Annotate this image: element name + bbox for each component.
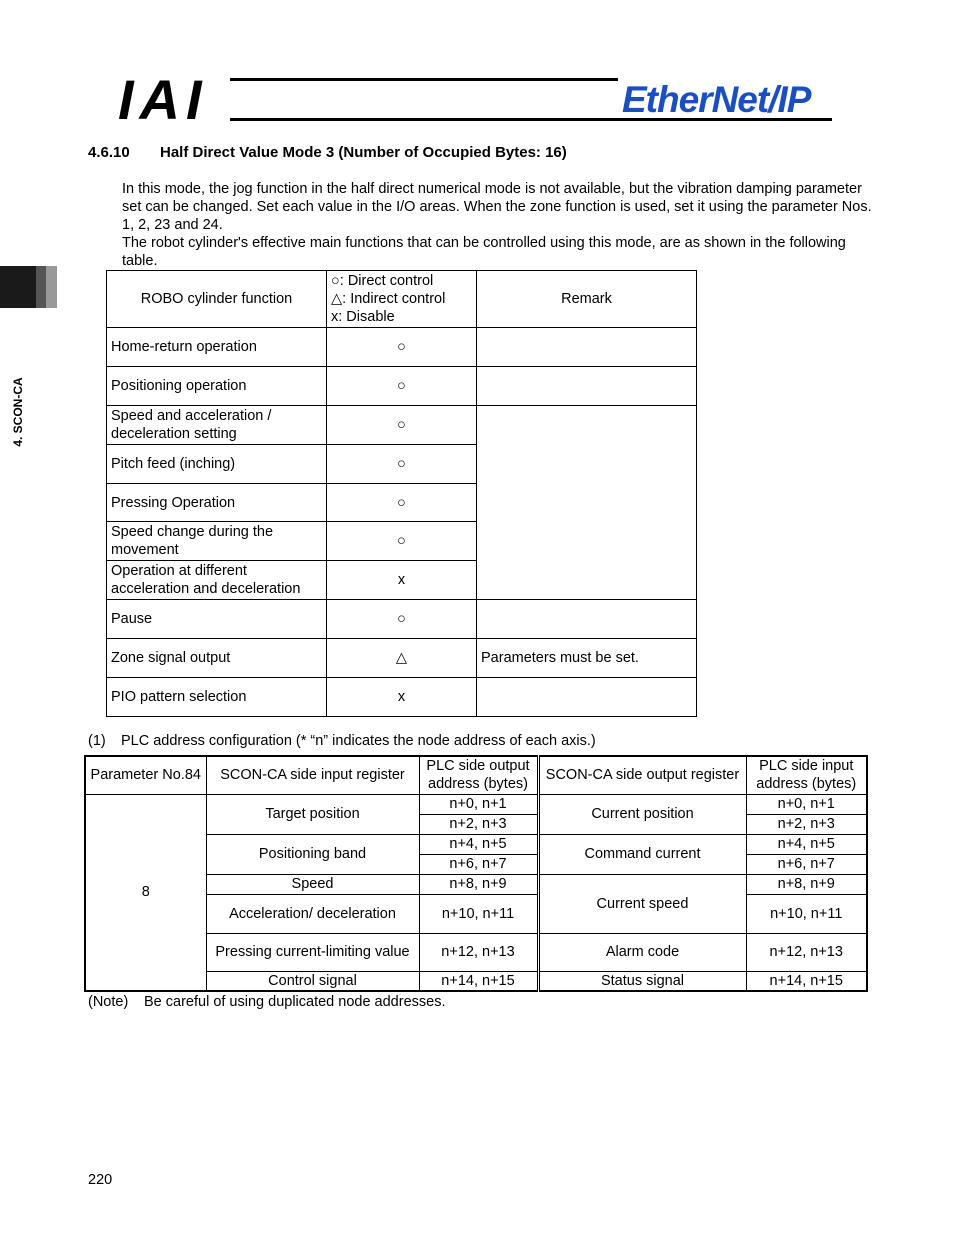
input-target-position: Target position bbox=[206, 794, 419, 834]
function-name: Zone signal output bbox=[107, 639, 327, 678]
plc-output-address: n+4, n+5 bbox=[419, 834, 538, 854]
function-mark: ○ bbox=[327, 484, 477, 522]
plc-input-address: n+10, n+11 bbox=[746, 894, 867, 933]
plc-input-address: n+6, n+7 bbox=[746, 854, 867, 874]
header-param: Parameter No.84 bbox=[85, 756, 206, 794]
plc-input-address: n+4, n+5 bbox=[746, 834, 867, 854]
table-row bbox=[107, 639, 697, 678]
note-text: Be careful of using duplicated node addresses. bbox=[144, 994, 446, 1010]
function-table bbox=[106, 270, 697, 717]
output-current-position: Current position bbox=[538, 794, 746, 834]
legend-indirect: △: Indirect control bbox=[331, 291, 446, 307]
function-mark: ○ bbox=[327, 406, 477, 445]
header-function: ROBO cylinder function bbox=[107, 271, 327, 328]
iai-logo: IAI bbox=[118, 68, 208, 131]
header-plc-input: PLC side input address (bytes) bbox=[746, 756, 867, 794]
function-remark bbox=[477, 367, 697, 406]
table-row bbox=[107, 678, 697, 717]
function-table-header bbox=[107, 271, 697, 328]
output-command-current: Command current bbox=[538, 834, 746, 874]
side-tab-dark bbox=[0, 266, 36, 308]
plc-section-number: (1) bbox=[88, 733, 106, 749]
table-row bbox=[85, 794, 867, 814]
table-row bbox=[107, 406, 697, 445]
legend-direct: ○: Direct control bbox=[331, 273, 434, 289]
function-remark-merged bbox=[477, 406, 697, 600]
plc-output-address: n+0, n+1 bbox=[419, 794, 538, 814]
param-value: 8 bbox=[85, 794, 206, 991]
header-input-register: SCON-CA side input register bbox=[206, 756, 419, 794]
function-remark bbox=[477, 600, 697, 639]
header-rule-top bbox=[230, 78, 618, 81]
header-output-register: SCON-CA side output register bbox=[538, 756, 746, 794]
plc-output-address: n+6, n+7 bbox=[419, 854, 538, 874]
table-row bbox=[107, 600, 697, 639]
ethernet-ip-logo: EtherNet/IP bbox=[622, 79, 811, 120]
function-mark: ○ bbox=[327, 600, 477, 639]
function-mark: ○ bbox=[327, 522, 477, 561]
function-name: Pressing Operation bbox=[107, 484, 327, 522]
plc-section-heading bbox=[88, 733, 596, 749]
function-remark bbox=[477, 328, 697, 367]
output-alarm-code: Alarm code bbox=[538, 933, 746, 971]
plc-address-table bbox=[84, 755, 868, 992]
plc-output-address: n+14, n+15 bbox=[419, 971, 538, 991]
input-positioning-band: Positioning band bbox=[206, 834, 419, 874]
input-speed: Speed bbox=[206, 874, 419, 894]
plc-output-address: n+10, n+11 bbox=[419, 894, 538, 933]
plc-input-address: n+2, n+3 bbox=[746, 814, 867, 834]
note bbox=[88, 994, 445, 1010]
input-control-signal: Control signal bbox=[206, 971, 419, 991]
header-legend bbox=[327, 271, 477, 328]
function-mark: ○ bbox=[327, 328, 477, 367]
output-status-signal: Status signal bbox=[538, 971, 746, 991]
header-remark: Remark bbox=[477, 271, 697, 328]
section-heading bbox=[88, 144, 567, 161]
side-tab-label: 4. SCON-CA bbox=[11, 377, 25, 447]
function-name: Operation at different acceleration and deceleration bbox=[107, 561, 327, 600]
intro-paragraph-1: In this mode, the jog function in the half direct numerical mode is not available, but the vibration damping parameter set can be changed. Set each value in the I/O areas. When the zone function is used, set it using the parameter Nos. 1, 2, 23 and 24. bbox=[122, 181, 872, 233]
function-remark bbox=[477, 678, 697, 717]
legend-disable: x: Disable bbox=[331, 309, 395, 325]
function-mark: x bbox=[327, 678, 477, 717]
function-remark: Parameters must be set. bbox=[477, 639, 697, 678]
table-row bbox=[107, 367, 697, 406]
function-name: Speed and acceleration / deceleration setting bbox=[107, 406, 327, 445]
input-accel-decel: Acceleration/ deceleration bbox=[206, 894, 419, 933]
function-name: Pitch feed (inching) bbox=[107, 445, 327, 484]
function-name: Positioning operation bbox=[107, 367, 327, 406]
note-label: (Note) bbox=[88, 994, 129, 1010]
side-tab-mid bbox=[36, 266, 46, 308]
plc-output-address: n+8, n+9 bbox=[419, 874, 538, 894]
plc-input-address: n+12, n+13 bbox=[746, 933, 867, 971]
header-plc-output: PLC side output address (bytes) bbox=[419, 756, 538, 794]
table-row bbox=[107, 328, 697, 367]
input-pressing-current: Pressing current-limiting value bbox=[206, 933, 419, 971]
plc-input-address: n+0, n+1 bbox=[746, 794, 867, 814]
function-mark: △ bbox=[327, 639, 477, 678]
function-name: Pause bbox=[107, 600, 327, 639]
function-mark: ○ bbox=[327, 445, 477, 484]
plc-output-address: n+12, n+13 bbox=[419, 933, 538, 971]
page-number: 220 bbox=[88, 1172, 113, 1188]
function-name: Speed change during the movement bbox=[107, 522, 327, 561]
side-tab-light bbox=[46, 266, 57, 308]
plc-section-title: PLC address configuration (* “n” indicates the node address of each axis.) bbox=[121, 733, 596, 749]
plc-input-address: n+14, n+15 bbox=[746, 971, 867, 991]
plc-output-address: n+2, n+3 bbox=[419, 814, 538, 834]
intro-paragraph-2: The robot cylinder's effective main functions that can be controlled using this mode, are as shown in the following table. bbox=[122, 235, 846, 269]
plc-table-header bbox=[85, 756, 867, 794]
function-name: Home-return operation bbox=[107, 328, 327, 367]
plc-input-address: n+8, n+9 bbox=[746, 874, 867, 894]
function-mark: x bbox=[327, 561, 477, 600]
section-number: 4.6.10 bbox=[88, 144, 130, 161]
function-mark: ○ bbox=[327, 367, 477, 406]
function-name: PIO pattern selection bbox=[107, 678, 327, 717]
section-title: Half Direct Value Mode 3 (Number of Occupied Bytes: 16) bbox=[160, 144, 567, 161]
output-current-speed: Current speed bbox=[538, 874, 746, 933]
